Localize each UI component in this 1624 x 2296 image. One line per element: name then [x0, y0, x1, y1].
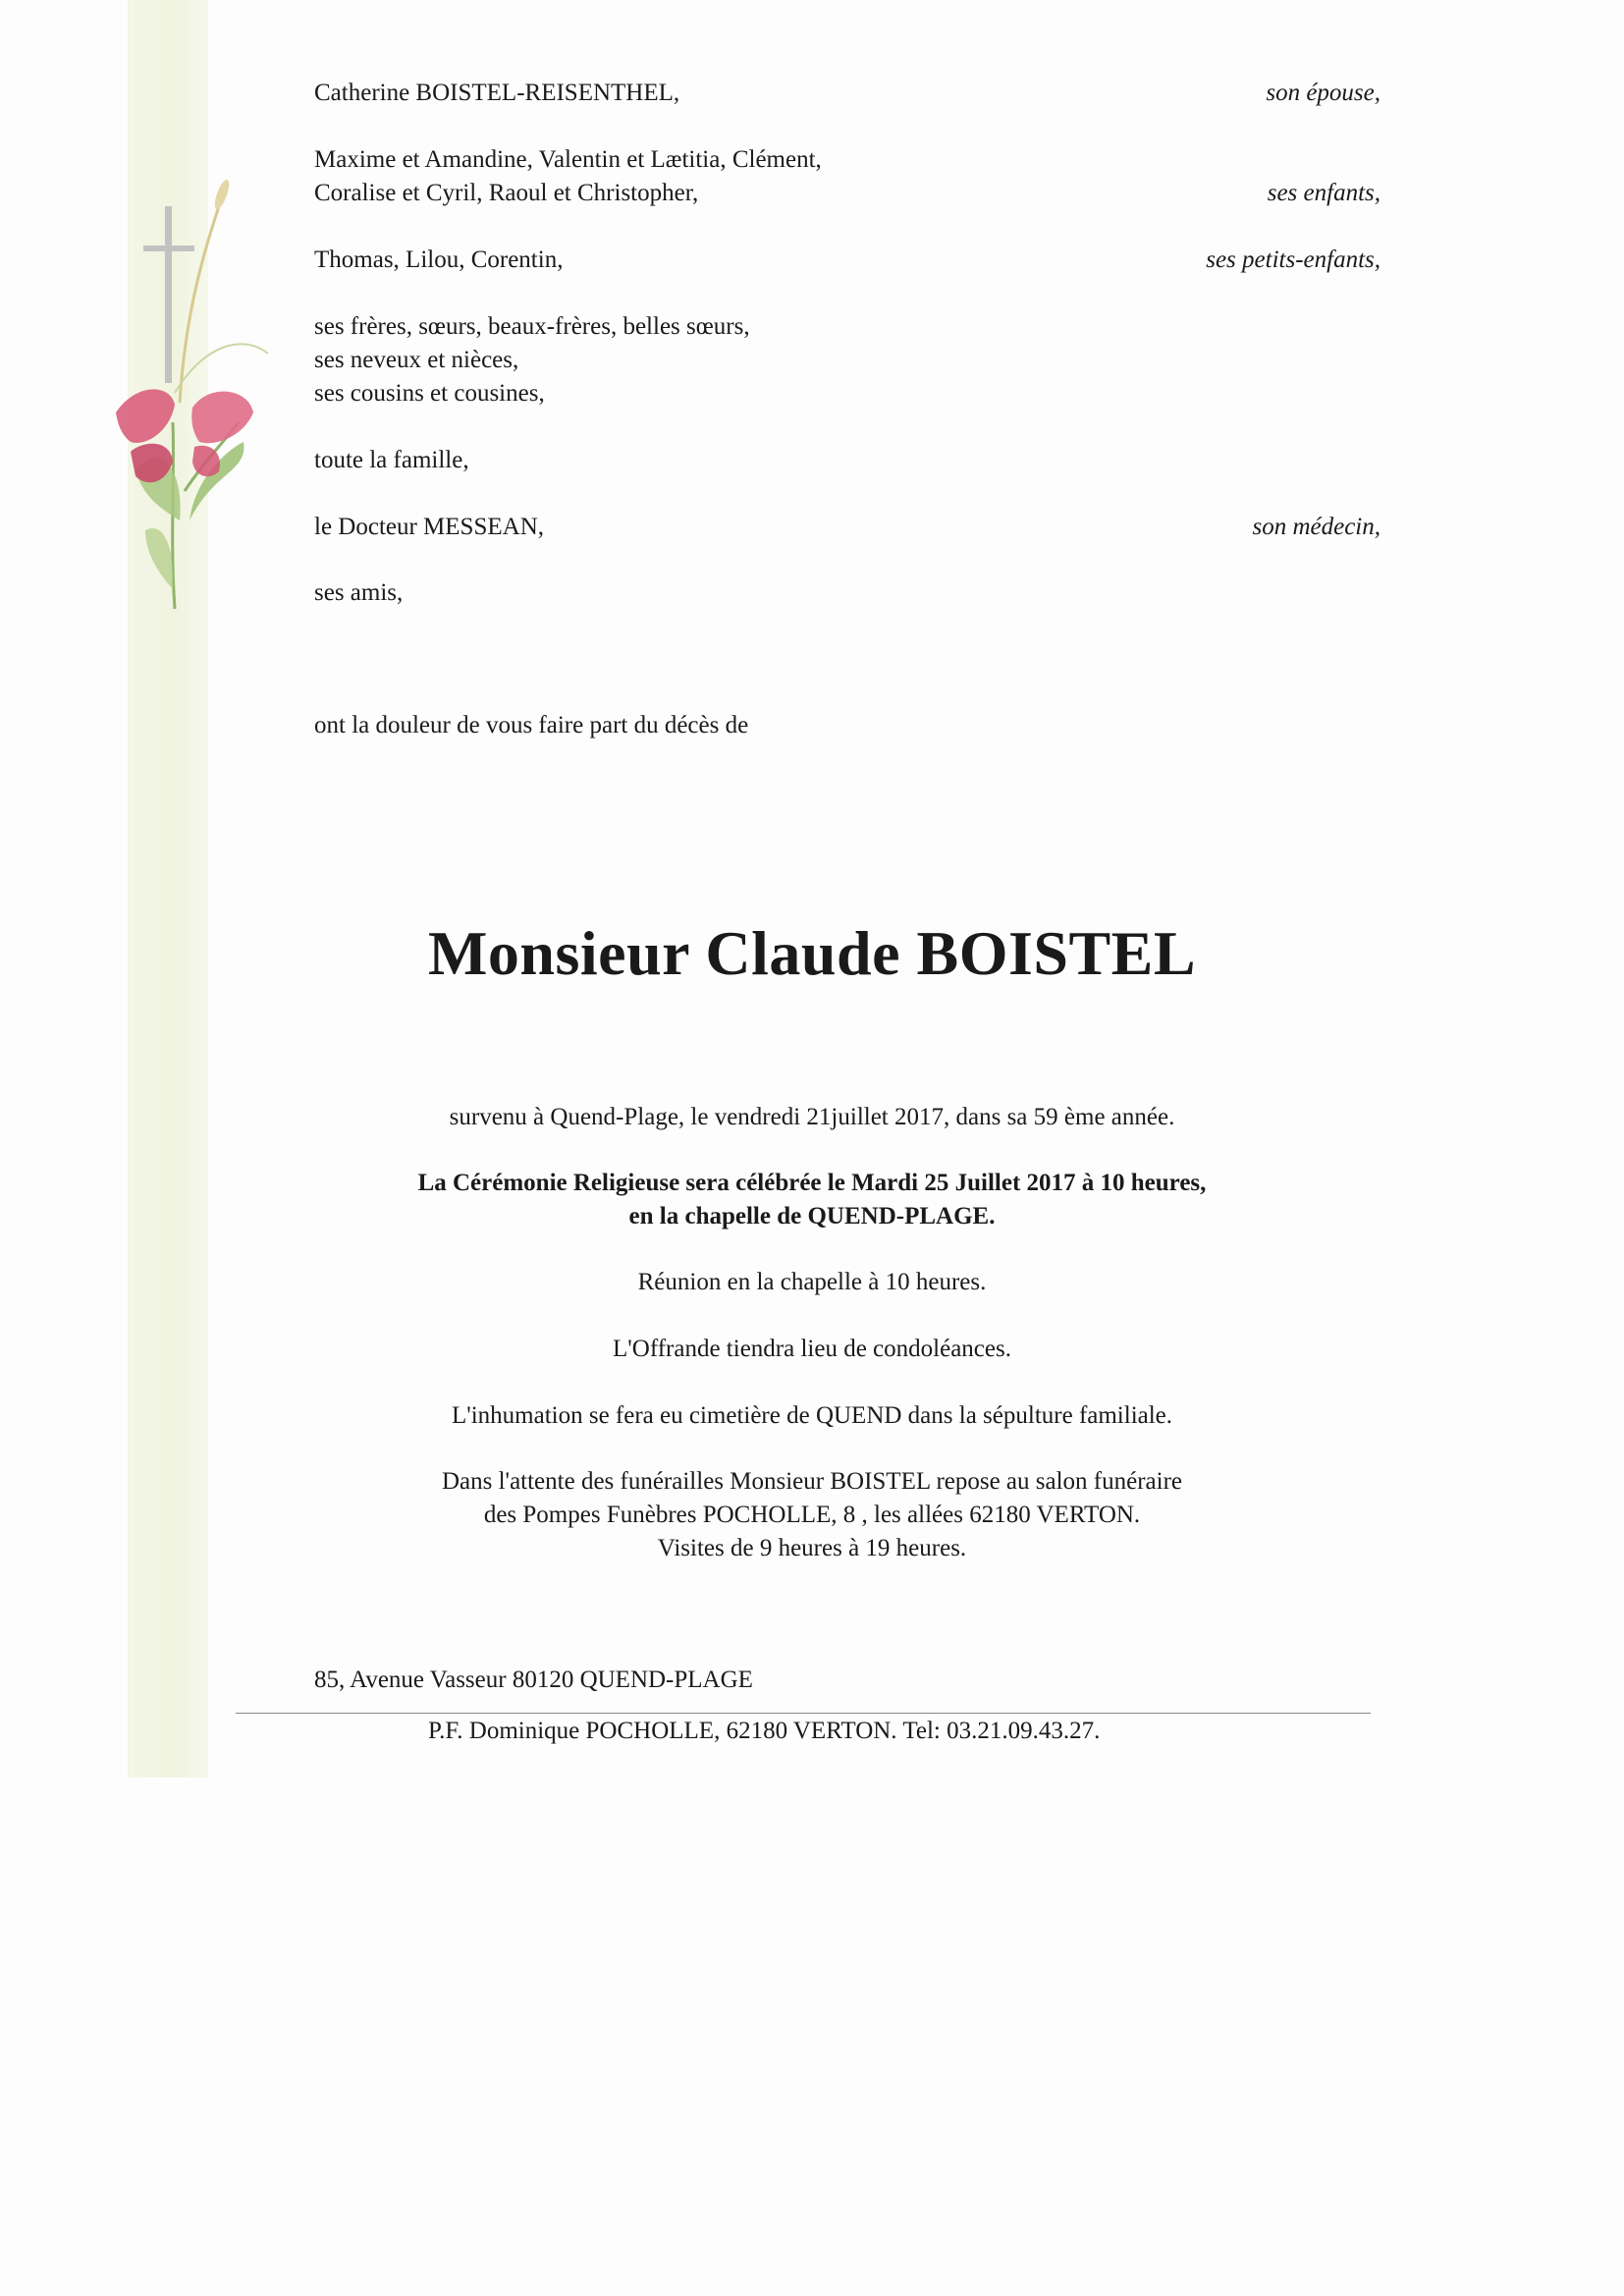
relatives-line-1: ses frères, sœurs, beaux-frères, belles sœurs,: [314, 313, 750, 340]
grass-blade: [175, 344, 268, 393]
doctor-name: le Docteur MESSEAN,: [314, 514, 544, 540]
relatives-line-2: ses neveux et nièces,: [314, 347, 519, 373]
deceased-name: Monsieur Claude BOISTEL: [427, 918, 1197, 988]
cross-horizontal: [143, 246, 194, 251]
footer-divider: [236, 1713, 1371, 1714]
lily-flower: [116, 389, 175, 443]
spouse-name: Catherine BOISTEL-REISENTHEL,: [314, 80, 680, 106]
relatives-line-3: ses cousins et cousines,: [314, 380, 545, 407]
meeting-info: Réunion en la chapelle à 10 heures.: [637, 1269, 987, 1295]
grandchildren-relation: ses petits-enfants,: [1206, 246, 1380, 273]
rest-line-3: Visites de 9 heures à 19 heures.: [657, 1535, 967, 1561]
family-address: 85, Avenue Vasseur 80120 QUEND-PLAGE: [314, 1667, 753, 1693]
whole-family: toute la famille,: [314, 447, 469, 473]
wheat-ear: [212, 178, 232, 210]
rest-line-2: des Pompes Funèbres POCHOLLE, 8 , les allées 62180 VERTON.: [483, 1502, 1141, 1528]
funeral-home-footer: P.F. Dominique POCHOLLE, 62180 VERTON. Tel: 03.21.09.43.27.: [428, 1718, 1101, 1744]
announcement: ont la douleur de vous faire part du décès de: [314, 712, 749, 738]
children-line-2: Coralise et Cyril, Raoul et Christopher,: [314, 180, 699, 206]
ceremony-line-1: La Cérémonie Religieuse sera célébrée le Mardi 25 Juillet 2017 à 10 heures,: [417, 1170, 1207, 1196]
cross-vertical: [165, 206, 172, 383]
wheat-stem: [180, 206, 219, 403]
lily-flower-3: [191, 392, 253, 444]
leaf-3: [145, 528, 173, 589]
death-details: survenu à Quend-Plage, le vendredi 21juillet 2017, dans sa 59 ème année.: [449, 1104, 1175, 1130]
rest-line-1: Dans l'attente des funérailles Monsieur BOISTEL repose au salon funéraire: [441, 1468, 1183, 1495]
children-relation: ses enfants,: [1267, 180, 1380, 206]
friends: ses amis,: [314, 579, 404, 606]
lily-cross-illustration: [77, 147, 283, 629]
doctor-relation: son médecin,: [1252, 514, 1380, 540]
offering-info: L'Offrande tiendra lieu de condoléances.: [613, 1336, 1011, 1362]
grandchildren-names: Thomas, Lilou, Corentin,: [314, 246, 564, 273]
children-line-1: Maxime et Amandine, Valentin et Lætitia, Clément,: [314, 146, 822, 173]
ceremony-line-2: en la chapelle de QUEND-PLAGE.: [628, 1203, 996, 1230]
burial-info: L'inhumation se fera eu cimetière de QUEND dans la sépulture familiale.: [451, 1402, 1173, 1429]
spouse-relation: son épouse,: [1266, 80, 1380, 106]
